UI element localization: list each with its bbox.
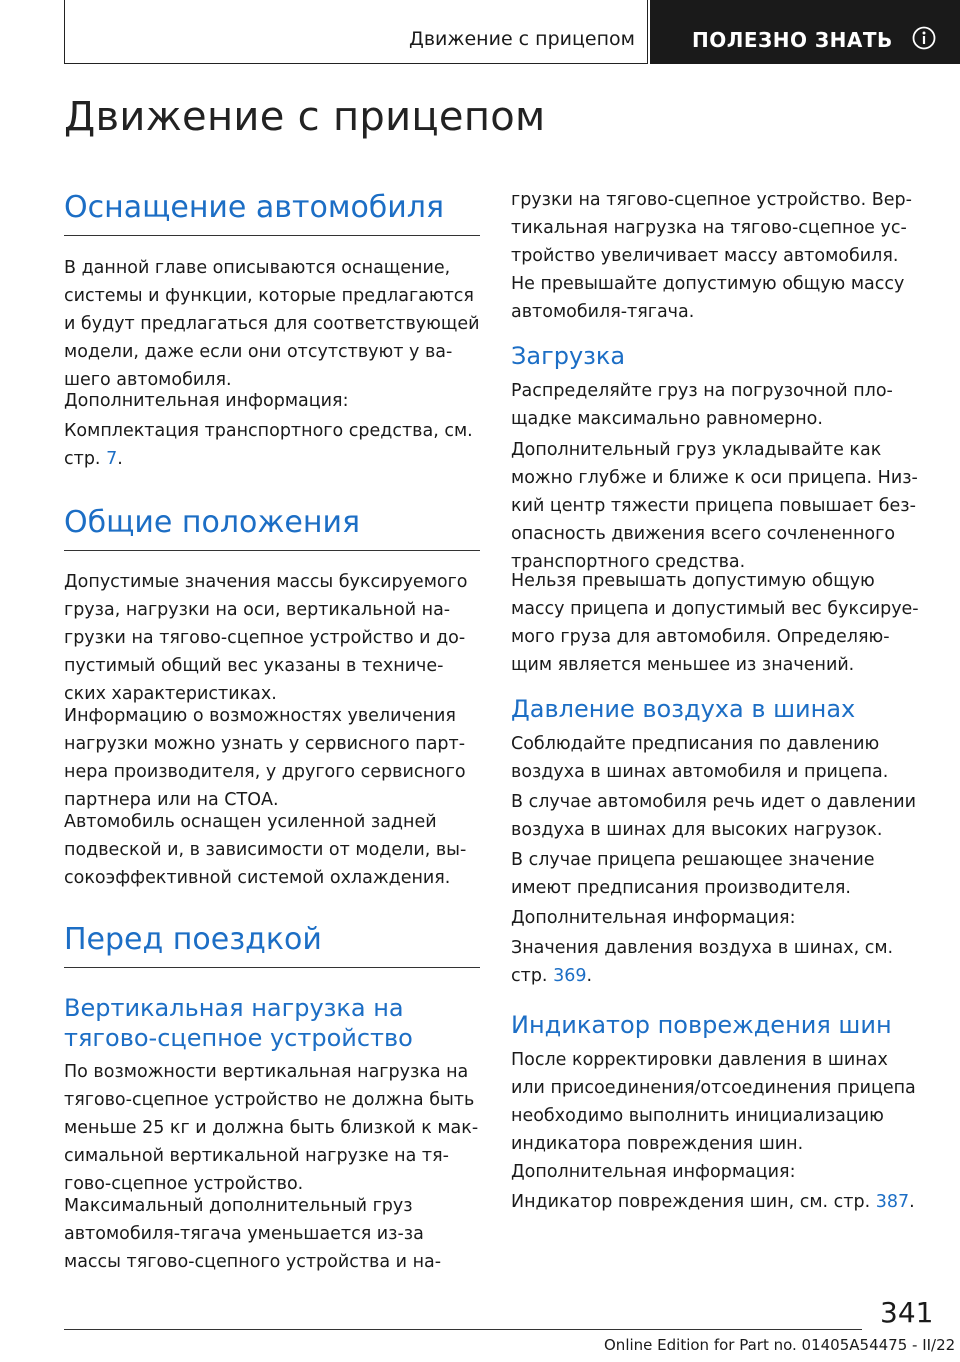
paragraph-weight-limits: Нельзя превышать допустимую общую массу прицепа и допустимый вес буксируе- мого груза для автомобиля. Определяю- щим является меньшее из значений. — [511, 571, 919, 675]
paragraph-vehicle-pressure: В случае автомобиля речь идет о давлении воздуха в шинах для высоких нагрузок. — [511, 792, 917, 840]
paragraph-indicator-init: После корректировки давления в шинах или присоединения/отсоединения прицепа необходимо выполнить инициализацию индикатора повреждения шин. — [511, 1050, 916, 1154]
paragraph-more-info: Дополнительная информация: — [511, 1162, 796, 1182]
chapter-title: Движение с прицепом — [64, 94, 546, 140]
page-link-387[interactable]: 387 — [875, 1192, 910, 1212]
useful-info-label: ПОЛЕЗНО ЗНАТЬ — [692, 28, 893, 52]
paragraph-load-increase: Информацию о возможностях увеличения нагрузки можно узнать у сервисного парт- нера производителя, у другого сервисного партнера или на СТОА. — [64, 706, 466, 810]
paragraph-indicator-ref: Индикатор повреждения шин, см. стр. 387. — [511, 1192, 915, 1212]
page-header — [64, 0, 960, 64]
paragraph-more-info: Дополнительная информация: — [64, 391, 349, 411]
page-link-7[interactable]: 7 — [106, 449, 118, 469]
paragraph-equipment-ref: Комплектация транспортного средства, см. стр. 7. — [64, 421, 473, 469]
section-tab-label: Движение с прицепом — [408, 28, 635, 50]
paragraph-chapter-intro: В данной главе описываются оснащение, системы и функции, которые предлагаются и будут предлагаться для соответствующей модели, даже если они отсутствуют у ва- шего автомобиля. — [64, 258, 480, 390]
heading-rule — [64, 550, 480, 551]
paragraph-trailer-pressure: В случае прицепа решающее значение имеют предписания производителя. — [511, 850, 875, 898]
paragraph-additional-load: Максимальный дополнительный груз автомобиля-тягача уменьшается из-за массы тягово-сцепного устройства и на- — [64, 1196, 442, 1272]
heading-before-trip: Перед поездкой — [64, 922, 322, 957]
paragraph-suspension: Автомобиль оснащен усиленной задней подвеской и, в зависимости от модели, вы- сокоэффективной системой охлаждения. — [64, 812, 467, 888]
useful-info-badge — [650, 0, 960, 64]
paragraph-pressure-ref: Значения давления воздуха в шинах, см. стр. 369. — [511, 938, 894, 986]
heading-flat-tire-indicator: Индикатор повреждения шин — [511, 1011, 892, 1039]
paragraph-observe-pressure: Соблюдайте предписания по давлению воздуха в шинах автомобиля и прицепа. — [511, 734, 889, 782]
paragraph-distribute-load: Распределяйте груз на погрузочной пло- щадке максимально равномерно. — [511, 381, 893, 429]
heading-rule — [64, 235, 480, 236]
heading-rule — [64, 967, 480, 968]
paragraph-more-info: Дополнительная информация: — [511, 908, 796, 928]
heading-general: Общие положения — [64, 505, 361, 540]
page-link-369[interactable]: 369 — [553, 966, 587, 986]
heading-tire-pressure: Давление воздуха в шинах — [511, 695, 856, 723]
paragraph-vertical-load: По возможности вертикальная нагрузка на тягово-сцепное устройство не должна быть меньше 25 кг и должна быть близкой к мак- симальной вертикальной нагрузке на тя- гово-сцепное устройство. — [64, 1062, 479, 1194]
section-tab — [64, 0, 648, 64]
heading-vertical-load: Вертикальная нагрузка на тягово-сцепное устройство — [64, 994, 413, 1052]
paragraph-permissible-values: Допустимые значения массы буксируемого груза, нагрузки на оси, вертикальной на- грузки на тягово-сцепное устройство и до- пустимый общий вес указаны в техниче- ских характеристиках. — [64, 572, 468, 704]
paragraph-place-load: Дополнительный груз укладывайте как можно глубже и ближе к оси прицепа. Низ- кий центр тяжести прицепа повышает без- опасность движения всего сочлененного транспортного средства. — [511, 440, 918, 572]
footer-rule — [64, 1329, 862, 1330]
edition-info: Online Edition for Part no. 01405A54475 - II/22 — [604, 1336, 956, 1354]
paragraph-additional-load-cont: грузки на тягово-сцепное устройство. Вер- тикальная нагрузка на тягово-сцепное ус- тройство увеличивает массу автомобиля. Не превышайте допустимую общую массу автомобиля-тягача. — [511, 190, 912, 322]
heading-loading: Загрузка — [511, 342, 626, 370]
info-icon — [912, 26, 936, 50]
page-number: 341 — [880, 1296, 934, 1329]
heading-vehicle-equipment: Оснащение автомобиля — [64, 190, 445, 225]
